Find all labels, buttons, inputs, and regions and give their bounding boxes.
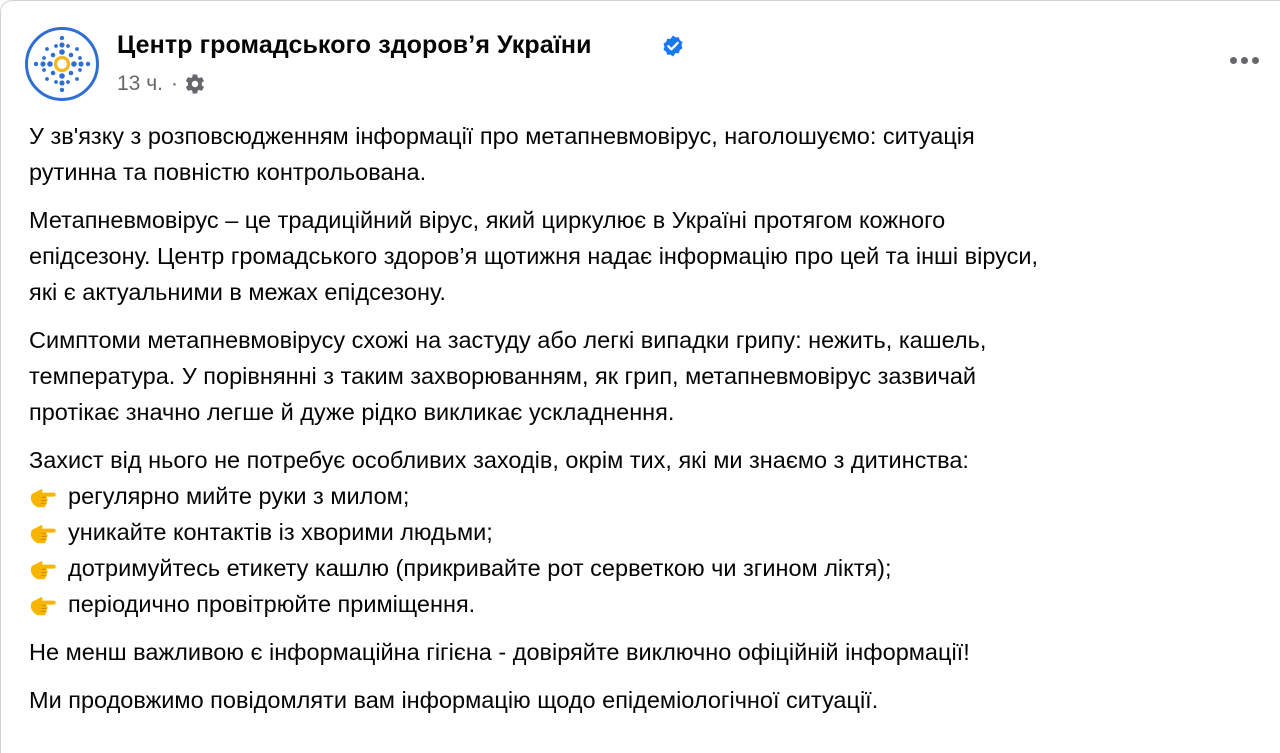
paragraph-2 xyxy=(29,202,1279,310)
text-line: які є актуальними в межах епідсезону. xyxy=(29,279,446,305)
post-timestamp-link[interactable]: 13 ч. xyxy=(117,72,163,95)
phc-logo-icon xyxy=(28,30,96,98)
text-line: У зв'язку з розповсюдженням інформації про метапневмовірус, наголошуємо: ситуація xyxy=(29,123,975,149)
meta-separator: · xyxy=(170,72,178,95)
more-dot xyxy=(1230,57,1237,64)
page-name-link[interactable]: Центр громадського здоров’я України xyxy=(117,31,592,59)
list-item xyxy=(29,514,1279,550)
list-item xyxy=(29,478,1279,514)
paragraph-4 xyxy=(29,442,1279,622)
list-item xyxy=(29,586,1279,622)
post-meta xyxy=(117,71,206,97)
text-line: температура. У порівнянні з таким захворюванням, як грип, метапневмовірус зазвичай xyxy=(29,363,977,389)
more-dot xyxy=(1252,57,1259,64)
list-item-text: періодично провітрюйте приміщення. xyxy=(68,591,476,617)
gear-icon[interactable] xyxy=(184,73,206,95)
post-body xyxy=(29,118,1279,730)
pointing-hand-icon xyxy=(29,556,59,580)
pointing-hand-icon xyxy=(29,592,59,616)
text-line: Симптоми метапневмовірусу схожі на застуду або легкі випадки грипу: нежить, кашель, xyxy=(29,327,987,353)
paragraph-6: Ми продовжимо повідомляти вам інформацію щодо епідеміологічної ситуації. xyxy=(29,687,879,713)
more-options-icon[interactable] xyxy=(1224,47,1264,73)
list-item-text: регулярно мийте руки з милом; xyxy=(68,483,410,509)
list-item-text: уникайте контактів із хворими людьми; xyxy=(68,519,493,545)
list-item-text: дотримуйтесь етикету кашлю (прикривайте рот серветкою чи згином ліктя); xyxy=(68,555,892,581)
paragraph-1 xyxy=(29,118,1279,190)
page-avatar[interactable] xyxy=(25,27,99,101)
paragraph-5: Не менш важливою є інформаційна гігієна - довіряйте виключно офіційній інформації! xyxy=(29,639,970,665)
pointing-hand-icon xyxy=(29,520,59,544)
list-item xyxy=(29,550,1279,586)
paragraph-3 xyxy=(29,322,1279,430)
verified-badge-icon xyxy=(661,34,685,58)
text-line: Метапневмовірус – це традиційний вірус, який циркулює в Україні протягом кожного xyxy=(29,207,946,233)
more-dot xyxy=(1241,57,1248,64)
pointing-hand-icon xyxy=(29,484,59,508)
text-line: Захист від нього не потребує особливих заходів, окрім тих, які ми знаємо з дитинства: xyxy=(29,447,969,473)
text-line: протікає значно легше й дуже рідко викликає ускладнення. xyxy=(29,399,675,425)
text-line: епідсезону. Центр громадського здоров’я щотижня надає інформацію про цей та інші віруси, xyxy=(29,243,1039,269)
text-line: рутинна та повністю контрольована. xyxy=(29,159,427,185)
